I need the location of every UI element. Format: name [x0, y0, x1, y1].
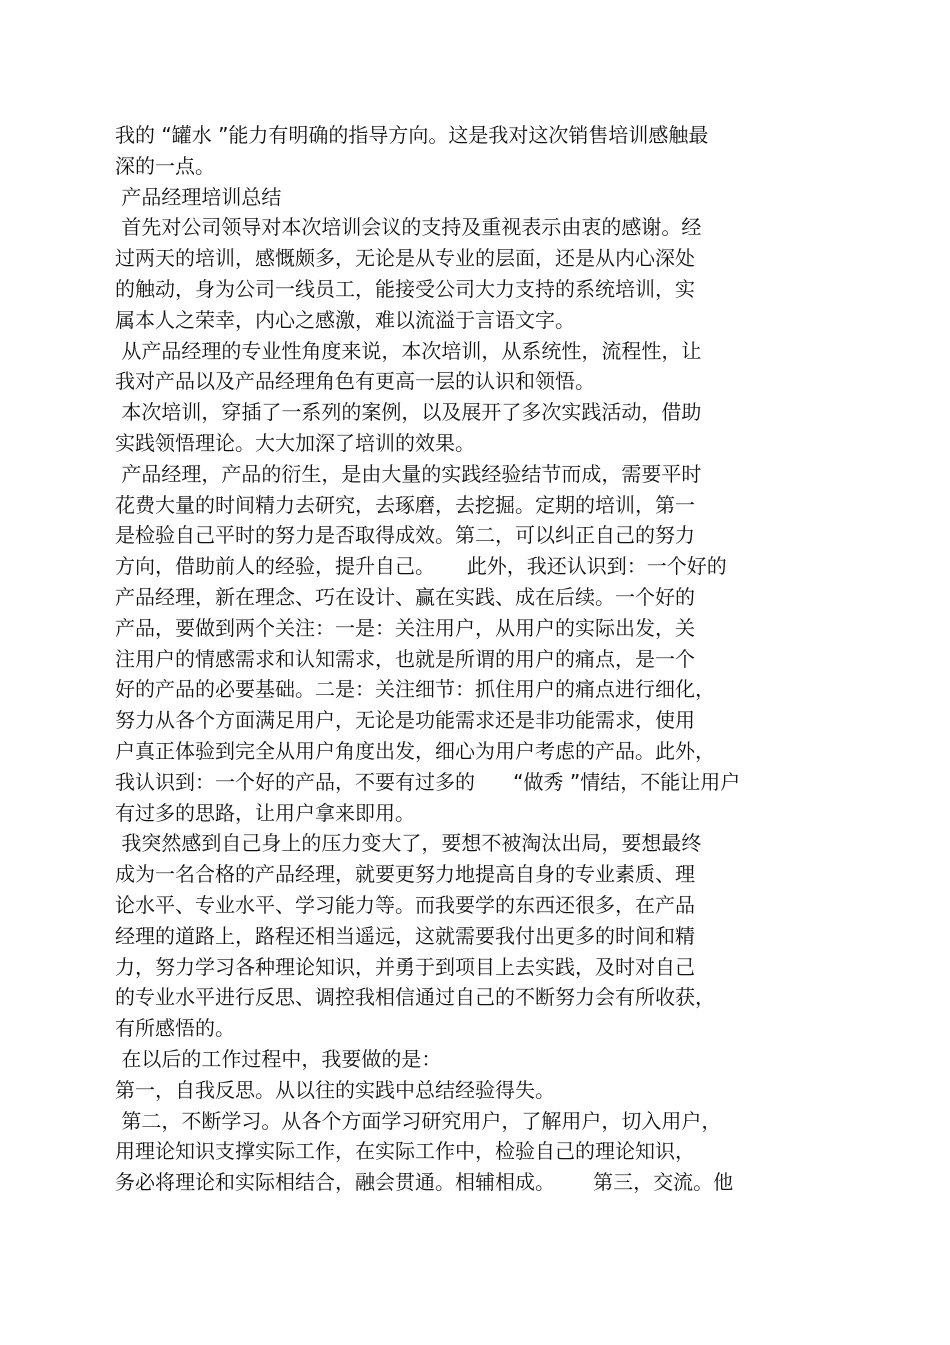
text-line: 第一，自我反思。从以往的实践中总结经验得失。: [115, 1077, 555, 1102]
text-line: 第二，不断学习。从各个方面学习研究用户，了解用户，切入用户，: [115, 1108, 722, 1133]
text-line: 从产品经理的专业性角度来说，本次培训，从系统性，流程性，让: [115, 338, 702, 363]
text-line: 力，努力学习各种理论知识，并勇于到项目上去实践，及时对自己: [115, 954, 695, 979]
document-body: [115, 120, 815, 1198]
text-line: 过两天的培训，感慨颇多，无论是从专业的层面，还是从内心深处: [115, 246, 695, 271]
text-line: 用理论知识支撑实际工作，在实际工作中，检验自己的理论知识，: [115, 1139, 695, 1164]
text-line: 务必将理论和实际相结合，融会贯通。相辅相成。 第三，交流。他: [115, 1170, 734, 1195]
text-line: 成为一名合格的产品经理，就要更努力地提高自身的专业素质、理: [115, 862, 695, 887]
text-line: 我认识到：一个好的产品，不要有过多的 “做秀 ”情结，不能让用户: [115, 769, 741, 794]
text-line: 产品经理，产品的衍生，是由大量的实践经验结节而成，需要平时: [115, 461, 702, 486]
text-line: 户真正体验到完全从用户角度出发，细心为用户考虑的产品。此外，: [115, 738, 715, 763]
text-line: 产品经理，新在理念、巧在设计、赢在实践、成在后续。一个好的: [115, 584, 695, 609]
text-line: 我对产品以及产品经理角色有更高一层的认识和领悟。: [115, 369, 595, 394]
text-line: 实践领悟理论。大大加深了培训的效果。: [115, 430, 475, 455]
text-line: 好的产品的必要基础。二是：关注细节：抓住用户的痛点进行细化，: [115, 677, 715, 702]
section-heading: 产品经理培训总结: [115, 184, 282, 209]
text-line: 注用户的情感需求和认知需求，也就是所谓的用户的痛点，是一个: [115, 646, 695, 671]
text-line: 属本人之荣幸，内心之感激，难以流溢于言语文字。: [115, 307, 575, 332]
text-line: 有过多的思路，让用户拿来即用。: [115, 800, 415, 825]
text-line: 是检验自己平时的努力是否取得成效。第二，可以纠正自己的努力: [115, 523, 695, 548]
text-line: 本次培训，穿插了一系列的案例，以及展开了多次实践活动，借助: [115, 400, 702, 425]
text-line: 我的 “罐水 ”能力有明确的指导方向。这是我对这次销售培训感触最: [115, 123, 709, 147]
text-line: 产品，要做到两个关注：一是：关注用户，从用户的实际出发，关: [115, 615, 695, 640]
text-line: 努力从各个方面满足用户，无论是功能需求还是非功能需求，使用: [115, 708, 695, 733]
text-line: 论水平、专业水平、学习能力等。而我要学的东西还很多，在产品: [115, 892, 695, 917]
text-line: 花费大量的时间精力去研究，去琢磨，去挖掘。定期的培训，第一: [115, 492, 695, 517]
text-line: 深的一点。: [115, 153, 215, 178]
text-line: 的专业水平进行反思、调控我相信通过自己的不断努力会有所收获，: [115, 985, 715, 1010]
text-line: 首先对公司领导对本次培训会议的支持及重视表示由衷的感谢。经: [115, 215, 702, 240]
text-line: 有所感悟的。: [115, 1016, 235, 1041]
text-line: 的触动，身为公司一线员工，能接受公司大力支持的系统培训，实: [115, 276, 695, 301]
text-line: 在以后的工作过程中，我要做的是：: [115, 1046, 442, 1071]
text-line: 经理的道路上，路程还相当遥远，这就需要我付出更多的时间和精: [115, 923, 695, 948]
text-line: 方向，借助前人的经验，提升自己。 此外，我还认识到：一个好的: [115, 554, 727, 579]
text-line: 我突然感到自己身上的压力变大了，要想不被淘汰出局，要想最终: [115, 831, 702, 856]
